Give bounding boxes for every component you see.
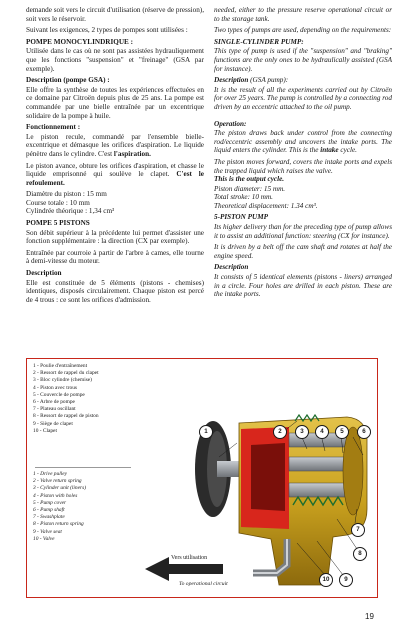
paragraph: It consists of 5 identical elements (pistons - liners) arranged in a circle. Four holes are drilled in each piston. These are the intake ports. xyxy=(214,273,392,299)
heading: SINGLE-CYLINDER PUMP: xyxy=(214,37,304,46)
legend-item: 6 - Arbre de pompe xyxy=(33,399,75,406)
cutaway-inner xyxy=(251,443,285,511)
legend-item: 2 - Ressort de rappel du clapet xyxy=(33,370,99,377)
paragraph: Son débit supérieur à la précédente lui permet d'assister une fonction supplémentaire : la direction (CX par exemple). xyxy=(26,228,204,246)
english-column xyxy=(214,6,392,302)
paragraph: It is the result of all the experiments carried out by Citroën for over 25 years. The pump is controlled by a connecting rod driven by an eccentric attached to the oil pump. xyxy=(214,85,392,111)
swashplate xyxy=(343,427,363,515)
heading: Fonctionnement : xyxy=(26,123,81,132)
spec-line: Theoretical displacement: 1.34 cm³. xyxy=(214,201,318,210)
text: cycle. xyxy=(340,146,357,155)
spec-line: Piston diameter: 15 mm. xyxy=(214,184,286,193)
legend-item: 7 - Plateau oscillant xyxy=(33,406,76,413)
piston xyxy=(289,457,347,471)
paragraph: This type of pump is used if the "suspension" and "braking" functions are the only ones to be hydraulically assisted (GSA for instance). xyxy=(214,47,392,73)
legend-item: 3 - Bloc cylindre (chemise) xyxy=(33,377,92,384)
legend-item: 4 - Piston avec trous xyxy=(33,384,78,391)
legend-item: 9 - Valve seat xyxy=(33,528,62,535)
callout-2: 2 xyxy=(273,425,287,439)
paragraph: Utilisée dans le cas où ne sont pas assistées hydrauliquement que les fonctions "suspension" et "freinage" (GSA par exemple). xyxy=(26,47,204,73)
emphasis: intake xyxy=(320,146,339,155)
callout-5: 5 xyxy=(335,425,349,439)
legend-item: 2 - Valve return spring xyxy=(33,478,82,485)
paragraph xyxy=(26,162,204,188)
legend-item: 3 - Cylinder unit (liners) xyxy=(33,485,87,492)
callout-4: 4 xyxy=(315,425,329,439)
text: (GSA pump): xyxy=(250,76,289,85)
heading: This is the output cycle. xyxy=(214,175,285,184)
paragraph: The piston moves forward, covers the intake ports and expels the trapped liquid which raises the valve. xyxy=(214,157,392,175)
callout-6: 6 xyxy=(357,425,371,439)
paragraph: Two types of pumps are used, depending on the requirements: xyxy=(214,26,392,35)
legend-item: 8 - Ressort de rappel de piston xyxy=(33,413,99,420)
vers-utilisation-label: Vers utilisation xyxy=(171,555,208,561)
legend-item: 7 - Swashplate xyxy=(33,514,65,521)
heading: Description xyxy=(214,263,249,272)
heading: Description xyxy=(26,269,62,278)
text: The piston draws back under control from the connecting rod/eccentric assembly and uncovers the intake ports. The liquid enters the cylinder. This is the xyxy=(214,129,392,155)
piston xyxy=(289,483,347,497)
to-operational-circuit-label: To operational circuit xyxy=(179,581,228,587)
text: Le piston avance, obture les orifices d'aspiration, et chasse le liquide emprisonné qui soulève le clapet. xyxy=(26,161,204,179)
legend-item: 5 - Couvercle de pompe xyxy=(33,391,85,398)
page-number: 19 xyxy=(365,612,374,621)
callout-1: 1 xyxy=(199,425,213,439)
paragraph: Entraînée par courroie à partir de l'arbre à cames, elle tourne à demi-vitesse du moteur. xyxy=(26,248,204,266)
callout-3: 3 xyxy=(295,425,309,439)
paragraph: Elle offre la synthèse de toutes les expériences effectuées en ce domaine par Citroën depuis plus de 25 ans. La pompe est commandée par une bielle entraînée par un excentrique solidaire de la pompe à huile. xyxy=(26,85,204,120)
pump-illustration xyxy=(27,359,379,599)
spec-line: Cylindrée théorique : 1,34 cm³ xyxy=(26,207,115,216)
legend-item: 1 - Poulie d'entraînement xyxy=(33,363,88,369)
paragraph: It is driven by a belt off the cam shaft and rotates at half the engine speed. xyxy=(214,243,392,260)
heading: Operation: xyxy=(214,119,247,128)
text: Le piston recule, commandé par l'ensemble bielle-excentrique et démasque les orifices d'aspiration. Le liquide pénètre dans le cylindre. C'est xyxy=(26,132,204,158)
legend-item: 4 - Piston with holes xyxy=(33,492,78,499)
legend-item: 5 - Pump cover xyxy=(33,499,67,506)
paragraph: needed, either to the pressure reserve operational circuit or to the storage tank. xyxy=(214,6,392,23)
text: Description xyxy=(214,76,249,85)
legend-item: 8 - Piston return spring xyxy=(33,521,84,528)
pump-figure xyxy=(26,358,378,598)
paragraph: Suivant les exigences, 2 types de pompes sont utilisées : xyxy=(26,26,188,35)
heading: POMPE MONOCYLINDRIQUE : xyxy=(26,37,134,46)
paragraph: Elle est constituée de 5 éléments (pistons - chemises) identiques, disposés circulairement. Chaque piston est percé de 4 trous : ce sont les orifices d'admission. xyxy=(26,278,204,304)
legend-item: 6 - Pump shaft xyxy=(33,507,65,514)
callout-10: 10 xyxy=(319,573,333,587)
callout-7: 7 xyxy=(351,523,365,537)
spec-line: Total stroke: 10 mm. xyxy=(214,193,273,202)
paragraph xyxy=(214,129,392,155)
legend-item: 10 - Valve xyxy=(33,535,55,542)
heading xyxy=(214,76,392,85)
spec-line: Diamètre du piston : 15 mm xyxy=(26,190,107,199)
paragraph xyxy=(26,133,204,159)
emphasis: l'aspiration. xyxy=(113,149,151,158)
heading: 5-PISTON PUMP xyxy=(214,213,268,222)
french-column xyxy=(26,6,204,307)
paragraph: Its higher delivery than for the preceding type of pump allows it to assist an additional function: steering (CX for instance). xyxy=(214,223,392,240)
legend-item: 10 - Clapet xyxy=(33,427,57,434)
heading: POMPE 5 PISTONS xyxy=(26,219,90,228)
spec-line: Course totale : 10 mm xyxy=(26,198,90,207)
heading: Description (pompe GSA) : xyxy=(26,76,110,85)
legend-item: 9 - Siège de clapet xyxy=(33,420,73,427)
callout-8: 8 xyxy=(353,547,367,561)
emphasis: C'est le refoulement. xyxy=(26,170,204,187)
callout-9: 9 xyxy=(339,573,353,587)
paragraph: demande soit vers le circuit d'utilisation (réserve de pression), soit vers le réservoir. xyxy=(26,6,204,23)
legend-item: 1 - Drive pulley xyxy=(33,471,67,477)
